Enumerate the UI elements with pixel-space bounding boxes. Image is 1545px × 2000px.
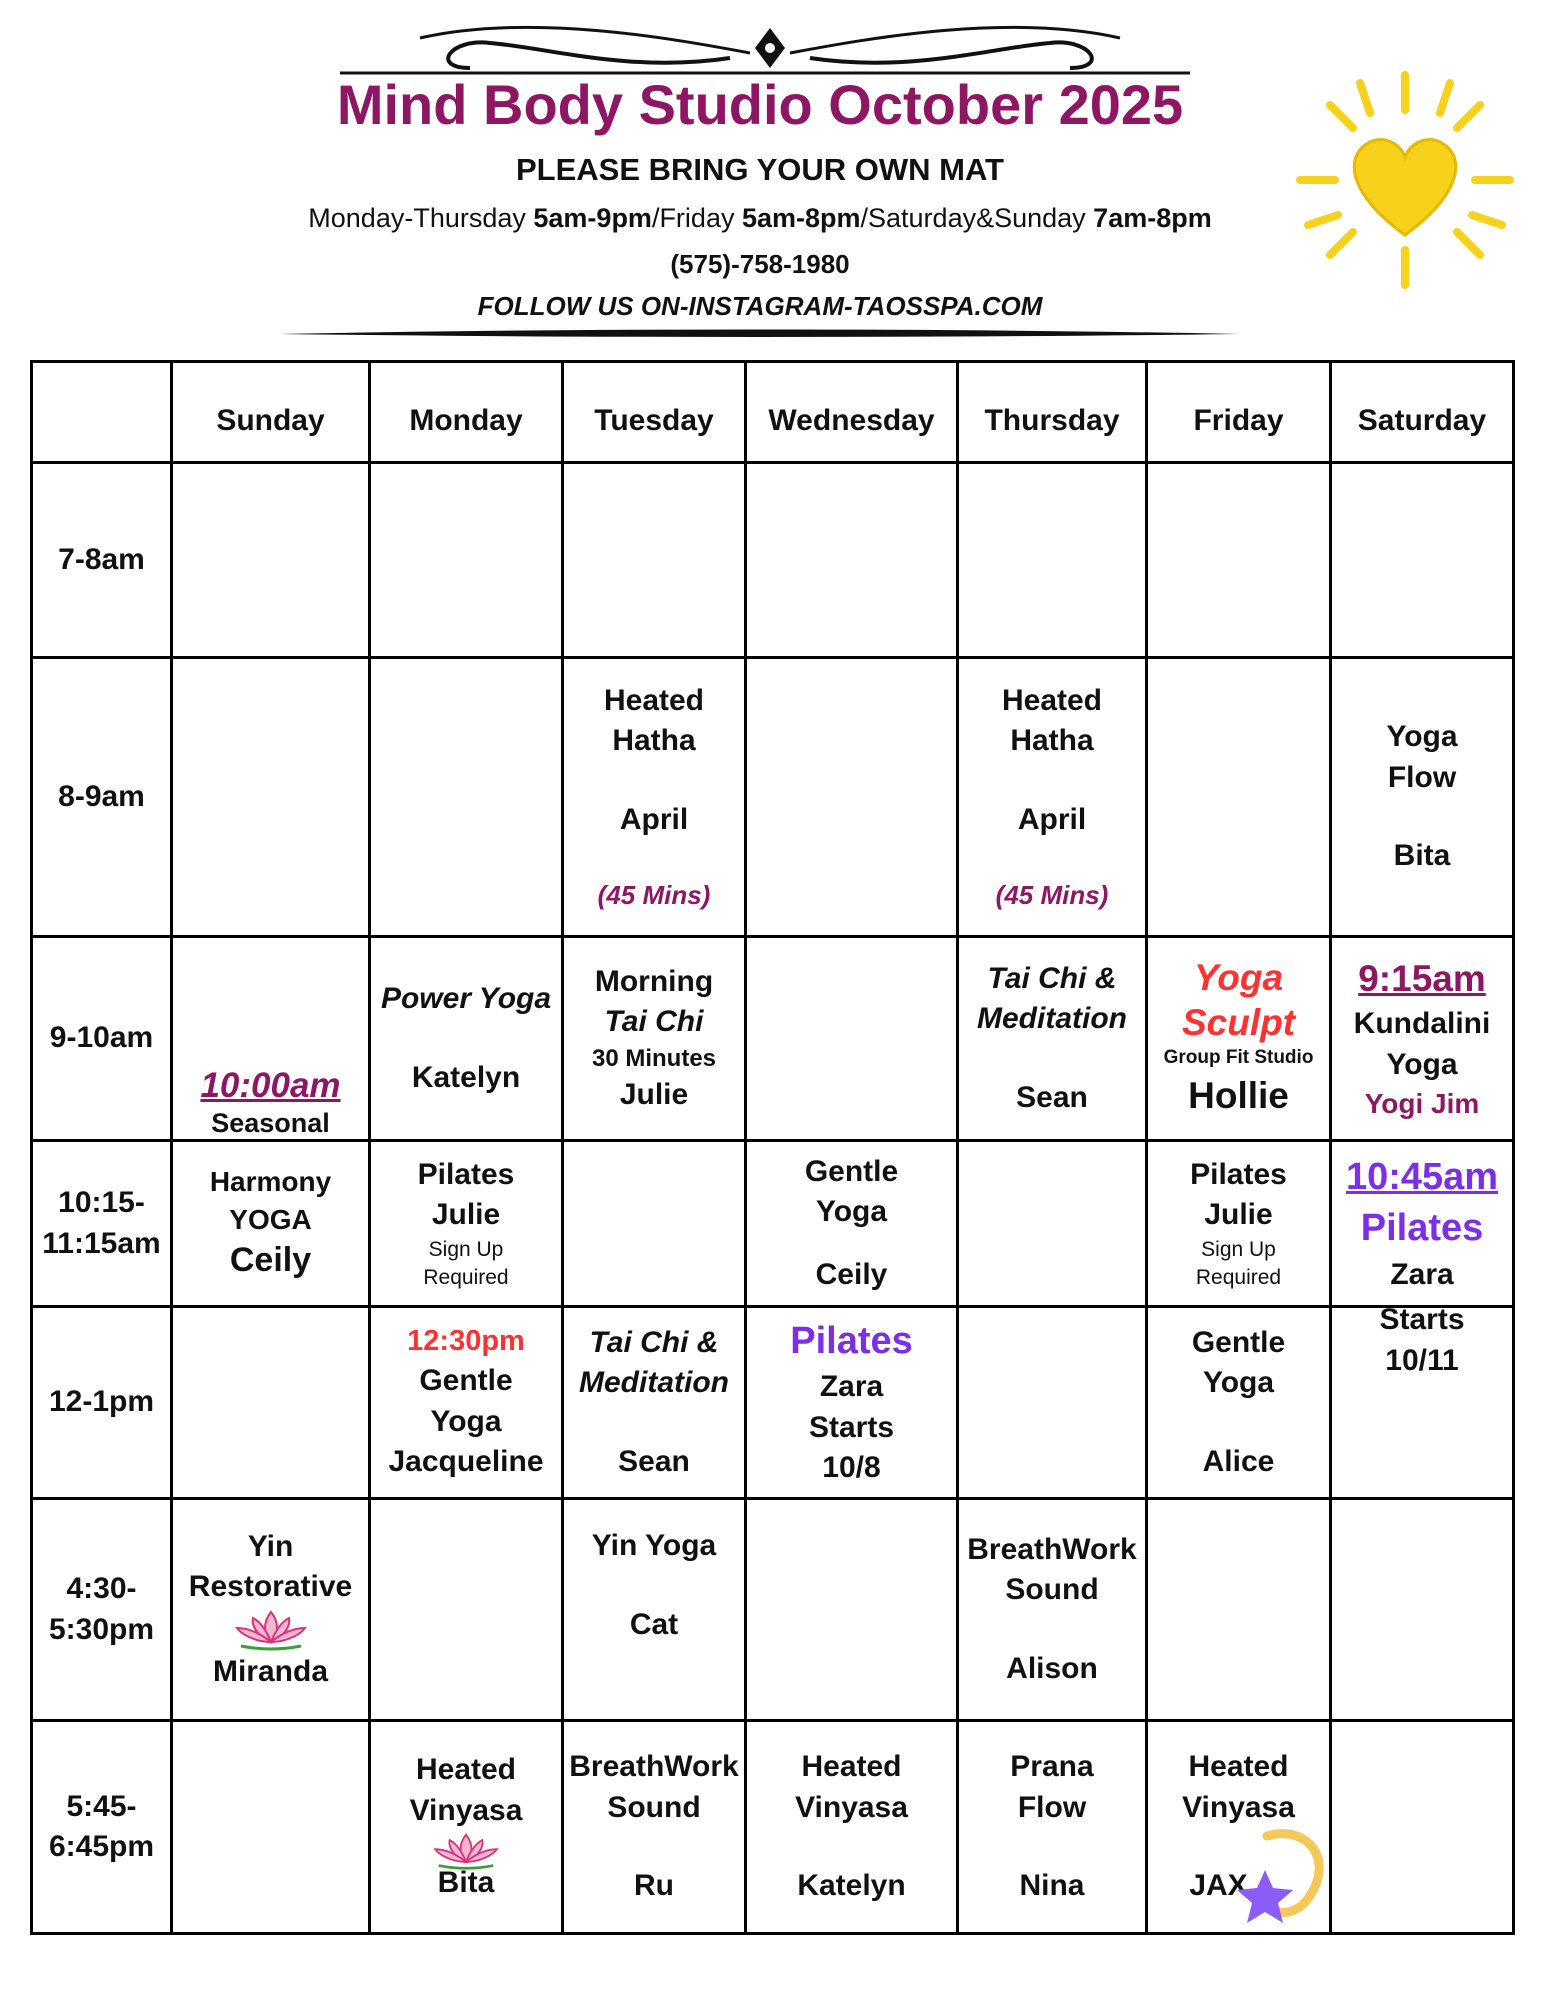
lotus-icon [231,1608,311,1652]
phone-number: (575)-758-1980 [670,249,850,279]
time-slot: 12-1pm [32,1307,172,1499]
class-cell: Pilates Julie Sign Up Required [370,1141,563,1307]
table-row [32,937,1514,1141]
class-cell: 10:00am Seasonal [172,937,370,1141]
header [0,0,1545,340]
mat-notice: PLEASE BRING YOUR OWN MAT [516,152,1004,187]
table-row [32,1499,1514,1721]
schedule-table [30,360,1515,1935]
class-cell: Heated Hatha April (45 Mins) [563,658,746,937]
days-header-row [32,362,1514,463]
day-saturday: Saturday [1331,362,1514,463]
class-cell: Pilates Zara Starts 10/8 [746,1307,958,1499]
divider [280,326,1240,342]
day-friday: Friday [1147,362,1331,463]
time-slot: 8-9am [32,658,172,937]
day-monday: Monday [370,362,563,463]
sun-heart-icon [1290,65,1520,295]
class-cell: Starts 10/11 [1331,1307,1514,1499]
table-row [32,658,1514,937]
table-row [32,463,1514,658]
class-cell: Yoga Flow Bita [1331,658,1514,937]
class-cell: Prana Flow Nina [958,1721,1147,1934]
page-title: Mind Body Studio October 2025 [336,73,1184,136]
time-slot: 5:45- 6:45pm [32,1721,172,1934]
time-slot: 9-10am [32,937,172,1141]
time-slot: 4:30- 5:30pm [32,1499,172,1721]
class-cell: Tai Chi & Meditation Sean [563,1307,746,1499]
day-wednesday: Wednesday [746,362,958,463]
corner-cell [32,362,172,463]
class-cell: 9:15am Kundalini Yoga Yogi Jim [1331,937,1514,1141]
class-cell: BreathWork Sound Ru [563,1721,746,1934]
class-cell: Gentle Yoga Ceily [746,1141,958,1307]
class-cell: Yin Restorative Miranda [172,1499,370,1721]
class-cell: Harmony YOGA Ceily [172,1141,370,1307]
class-cell: Heated Vinyasa JAX [1147,1721,1331,1934]
class-cell: Power Yoga Katelyn [370,937,563,1141]
day-thursday: Thursday [958,362,1147,463]
flourish-icon [330,18,1210,78]
class-cell: Tai Chi & Meditation Sean [958,937,1147,1141]
class-cell: Pilates Julie Sign Up Required [1147,1141,1331,1307]
follow-us: FOLLOW US ON-INSTAGRAM-TAOSSPA.COM [477,291,1043,321]
studio-hours: Monday-Thursday 5am-9pm/Friday 5am-8pm/Saturday&Sunday 7am-8pm [308,203,1212,233]
class-cell: Heated Vinyasa Katelyn [746,1721,958,1934]
class-cell: Yin Yoga Cat [563,1499,746,1721]
class-cell: Gentle Yoga Alice [1147,1307,1331,1499]
time-slot: 7-8am [32,463,172,658]
day-sunday: Sunday [172,362,370,463]
class-cell: Yoga Sculpt Group Fit Studio Hollie [1147,937,1331,1141]
class-cell: 10:45am Pilates Zara [1331,1141,1514,1307]
day-tuesday: Tuesday [563,362,746,463]
class-cell: Heated Vinyasa Bita [370,1721,563,1934]
class-cell: 12:30pm Gentle Yoga Jacqueline [370,1307,563,1499]
table-row [32,1721,1514,1934]
class-cell: Heated Hatha April (45 Mins) [958,658,1147,937]
class-cell: Morning Tai Chi 30 Minutes Julie [563,937,746,1141]
star-icon [1227,1820,1337,1930]
table-row [32,1307,1514,1499]
table-row [32,1141,1514,1307]
time-slot: 10:15- 11:15am [32,1141,172,1307]
class-cell: BreathWork Sound Alison [958,1499,1147,1721]
